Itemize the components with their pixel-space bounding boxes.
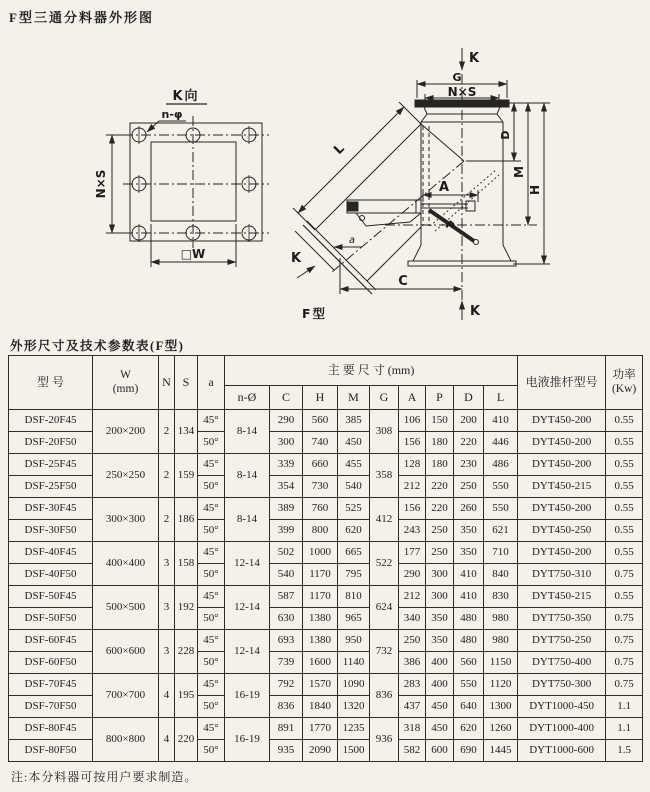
col-header-A: A [399,386,426,410]
cell-w: 300×300 [93,498,159,542]
cell-power: 0.55 [606,586,643,608]
cell-c: 399 [270,520,303,542]
cell-d: 640 [454,696,484,718]
diverter-side-view [291,48,550,321]
cell-p: 300 [426,564,454,586]
cell-actuator: DYT1000-450 [518,696,606,718]
cell-actuator: DYT450-200 [518,542,606,564]
cell-c: 339 [270,454,303,476]
cell-power: 1.1 [606,696,643,718]
cell-model: DSF-50F45 [9,586,93,608]
col-header-m: M [338,386,370,410]
cell-angle: 50° [198,696,225,718]
cell-model: DSF-60F50 [9,652,93,674]
cell-a-dim: 177 [399,542,426,564]
cell-n-phi: 12-14 [225,630,270,674]
cell-n: 2 [159,498,175,542]
cell-m: 1140 [338,652,370,674]
cell-p: 150 [426,410,454,432]
cell-n: 2 [159,410,175,454]
cell-model: DSF-80F50 [9,740,93,762]
cell-n: 3 [159,586,175,630]
dim-ns-label-right: N×S [447,85,477,99]
cell-m: 525 [338,498,370,520]
table-title: 外形尺寸及技术参数表(F型) [10,339,185,353]
col-header-d: D [454,386,484,410]
cell-actuator: DYT450-200 [518,432,606,454]
k-arrow-bottom-label: K [470,304,481,319]
cell-n-phi: 12-14 [225,586,270,630]
cell-m: 950 [338,630,370,652]
cell-c: 540 [270,564,303,586]
cell-h: 1600 [303,652,338,674]
cell-angle: 50° [198,432,225,454]
cell-a-dim: 582 [399,740,426,762]
cell-d: 200 [454,410,484,432]
cell-model: DSF-70F50 [9,696,93,718]
cell-model: DSF-50F50 [9,608,93,630]
cell-c: 891 [270,718,303,740]
cell-p: 220 [426,476,454,498]
col-header-actuator: 电液推杆型号 [518,356,606,410]
col-header-model: 型 号 [9,356,93,410]
cell-angle: 45° [198,454,225,476]
cell-w: 500×500 [93,586,159,630]
cell-m: 795 [338,564,370,586]
dim-l-label: L [331,141,348,158]
cell-power: 0.75 [606,674,643,696]
cell-model: DSF-80F45 [9,718,93,740]
cell-d: 410 [454,564,484,586]
cell-l: 710 [484,542,518,564]
cell-power: 0.75 [606,630,643,652]
view-direction-label: K向 [172,89,200,104]
cell-m: 665 [338,542,370,564]
cell-a-dim: 106 [399,410,426,432]
cell-h: 1380 [303,608,338,630]
cell-p: 350 [426,608,454,630]
k-arrow-side-label: K [291,251,302,266]
cell-c: 587 [270,586,303,608]
cell-angle: 45° [198,498,225,520]
cell-actuator: DYT750-310 [518,564,606,586]
cell-actuator: DYT450-250 [518,520,606,542]
col-header-g: G [370,386,399,410]
cell-l: 446 [484,432,518,454]
cell-power: 1.1 [606,718,643,740]
cell-n: 3 [159,542,175,586]
cell-l: 980 [484,630,518,652]
spec-table-body [9,410,643,762]
col-header-n: N [159,356,175,410]
cell-actuator: DYT1000-600 [518,740,606,762]
cell-d: 350 [454,520,484,542]
col-header-w-unit: (mm) [112,382,139,395]
cell-a-dim: 318 [399,718,426,740]
cell-g: 732 [370,630,399,674]
cell-h: 1770 [303,718,338,740]
cell-model: DSF-30F50 [9,520,93,542]
cell-w: 250×250 [93,454,159,498]
cell-actuator: DYT1000-400 [518,718,606,740]
cell-actuator: DYT450-200 [518,410,606,432]
cell-d: 480 [454,630,484,652]
cell-g: 412 [370,498,399,542]
dim-c-label: C [398,274,408,289]
cell-angle: 50° [198,476,225,498]
cell-d: 350 [454,542,484,564]
cell-a-dim: 156 [399,498,426,520]
cell-angle: 50° [198,520,225,542]
cell-m: 620 [338,520,370,542]
cell-c: 935 [270,740,303,762]
cell-power: 1.5 [606,740,643,762]
cell-p: 250 [426,542,454,564]
angle-a-label: a [348,235,356,246]
dim-ns-label-left: N×S [94,169,108,199]
cell-p: 450 [426,696,454,718]
cell-a-dim: 340 [399,608,426,630]
cell-m: 455 [338,454,370,476]
cell-a-dim: 386 [399,652,426,674]
cell-n-phi: 16-19 [225,674,270,718]
col-header-s: S [175,356,198,410]
type-label: F型 [302,306,328,321]
cell-power: 0.75 [606,608,643,630]
cell-angle: 45° [198,586,225,608]
page-title: F型三通分料器外形图 [9,10,154,25]
cell-actuator: DYT450-200 [518,498,606,520]
col-header-c: C [270,386,303,410]
cell-n-phi: 12-14 [225,542,270,586]
cell-d: 220 [454,432,484,454]
cell-s: 158 [175,542,198,586]
bolt-holes-label: n-φ [161,108,183,121]
cell-p: 250 [426,520,454,542]
k-arrow-top-label: K [469,51,480,66]
cell-power: 0.55 [606,432,643,454]
cell-c: 389 [270,498,303,520]
cell-p: 450 [426,718,454,740]
cell-w: 800×800 [93,718,159,762]
dim-a-label: A [438,180,450,195]
cell-h: 1000 [303,542,338,564]
cell-m: 385 [338,410,370,432]
cell-model: DSF-20F50 [9,432,93,454]
cell-m: 450 [338,432,370,454]
cell-m: 1090 [338,674,370,696]
cell-s: 192 [175,586,198,630]
cell-d: 620 [454,718,484,740]
cell-model: DSF-30F45 [9,498,93,520]
spec-row [9,542,643,564]
cell-c: 300 [270,432,303,454]
cell-m: 1320 [338,696,370,718]
cell-model: DSF-25F45 [9,454,93,476]
cell-m: 965 [338,608,370,630]
cell-angle: 50° [198,608,225,630]
dim-m-label: M [512,166,526,178]
dim-w-label: □W [180,247,206,261]
cell-l: 621 [484,520,518,542]
cell-h: 1570 [303,674,338,696]
dim-d-label: D [499,130,512,140]
cell-s: 159 [175,454,198,498]
cell-model: DSF-70F45 [9,674,93,696]
cell-c: 630 [270,608,303,630]
cell-a-dim: 212 [399,586,426,608]
cell-n-phi: 16-19 [225,718,270,762]
cell-angle: 50° [198,652,225,674]
manufacturing-note: 注:本分料器可按用户要求制造。 [11,770,198,784]
spec-row [9,454,643,476]
cell-h: 1380 [303,630,338,652]
cell-g: 624 [370,586,399,630]
cell-w: 200×200 [93,410,159,454]
cell-d: 250 [454,476,484,498]
flange-top-view [94,88,269,267]
cell-g: 836 [370,674,399,718]
cell-n: 4 [159,674,175,718]
cell-l: 1120 [484,674,518,696]
cell-l: 486 [484,454,518,476]
cell-model: DSF-40F50 [9,564,93,586]
col-header-a: a [198,356,225,410]
cell-angle: 45° [198,410,225,432]
col-header-nphi: n-Ø [225,386,270,410]
cell-c: 502 [270,542,303,564]
cell-c: 836 [270,696,303,718]
cell-angle: 45° [198,542,225,564]
cell-s: 186 [175,498,198,542]
cell-actuator: DYT750-250 [518,630,606,652]
cell-d: 550 [454,674,484,696]
cell-h: 760 [303,498,338,520]
cell-angle: 50° [198,564,225,586]
cell-a-dim: 290 [399,564,426,586]
cell-l: 1260 [484,718,518,740]
cell-g: 358 [370,454,399,498]
cell-p: 600 [426,740,454,762]
cell-h: 1170 [303,564,338,586]
spec-row [9,586,643,608]
cell-m: 1500 [338,740,370,762]
cell-a-dim: 156 [399,432,426,454]
cell-power: 0.55 [606,542,643,564]
col-header-l: L [484,386,518,410]
cell-p: 300 [426,586,454,608]
spec-table [8,355,643,762]
cell-s: 195 [175,674,198,718]
cell-c: 290 [270,410,303,432]
cell-angle: 45° [198,718,225,740]
cell-d: 690 [454,740,484,762]
cell-actuator: DYT450-215 [518,586,606,608]
cell-power: 0.55 [606,454,643,476]
cell-g: 936 [370,718,399,762]
cell-h: 1840 [303,696,338,718]
cell-w: 400×400 [93,542,159,586]
cell-l: 1150 [484,652,518,674]
cell-d: 480 [454,608,484,630]
cell-n: 4 [159,718,175,762]
cell-a-dim: 212 [399,476,426,498]
cell-l: 550 [484,476,518,498]
cell-s: 228 [175,630,198,674]
cell-d: 230 [454,454,484,476]
cell-h: 560 [303,410,338,432]
cell-g: 308 [370,410,399,454]
cell-m: 1235 [338,718,370,740]
cell-l: 1445 [484,740,518,762]
cell-c: 792 [270,674,303,696]
cell-model: DSF-60F45 [9,630,93,652]
cell-a-dim: 283 [399,674,426,696]
cell-actuator: DYT750-400 [518,652,606,674]
col-header-power-unit: (Kw) [611,382,637,395]
cell-s: 134 [175,410,198,454]
cell-a-dim: 250 [399,630,426,652]
col-header-w [93,356,159,410]
cell-n: 2 [159,454,175,498]
cell-power: 0.55 [606,520,643,542]
cell-actuator: DYT750-300 [518,674,606,696]
cell-p: 180 [426,454,454,476]
dim-h-label: H [528,184,542,196]
spec-row [9,498,643,520]
cell-actuator: DYT450-200 [518,454,606,476]
col-header-w-symbol: W [120,369,131,382]
col-header-h: H [303,386,338,410]
cell-l: 550 [484,498,518,520]
col-header-power [606,356,643,410]
cell-model: DSF-25F50 [9,476,93,498]
cell-a-dim: 128 [399,454,426,476]
cell-h: 1170 [303,586,338,608]
dim-p-label: P [442,218,458,234]
cell-n: 3 [159,630,175,674]
cell-h: 660 [303,454,338,476]
cell-w: 700×700 [93,674,159,718]
cell-l: 410 [484,410,518,432]
cell-h: 2090 [303,740,338,762]
cell-power: 0.55 [606,476,643,498]
cell-m: 810 [338,586,370,608]
cell-p: 180 [426,432,454,454]
cell-power: 0.55 [606,410,643,432]
cell-actuator: DYT450-215 [518,476,606,498]
cell-h: 740 [303,432,338,454]
cell-d: 560 [454,652,484,674]
cell-s: 220 [175,718,198,762]
cell-n-phi: 8-14 [225,410,270,454]
cell-h: 800 [303,520,338,542]
cell-g: 522 [370,542,399,586]
cell-actuator: DYT750-350 [518,608,606,630]
cell-a-dim: 437 [399,696,426,718]
cell-l: 980 [484,608,518,630]
cell-power: 0.75 [606,564,643,586]
dim-g-label: G [452,71,462,84]
spec-row [9,630,643,652]
cell-d: 410 [454,586,484,608]
cell-n-phi: 8-14 [225,498,270,542]
col-header-main-dims: 主 要 尺 寸 (mm) [225,356,518,386]
spec-row [9,410,643,432]
cell-power: 0.75 [606,652,643,674]
cell-angle: 45° [198,630,225,652]
cell-p: 400 [426,674,454,696]
col-header-p: P [426,386,454,410]
cell-w: 600×600 [93,630,159,674]
cell-c: 739 [270,652,303,674]
spec-row [9,718,643,740]
cell-model: DSF-40F45 [9,542,93,564]
cell-model: DSF-20F45 [9,410,93,432]
cell-c: 354 [270,476,303,498]
cell-l: 830 [484,586,518,608]
cell-h: 730 [303,476,338,498]
cell-p: 350 [426,630,454,652]
spec-row [9,674,643,696]
cell-angle: 50° [198,740,225,762]
cell-n-phi: 8-14 [225,454,270,498]
cell-d: 260 [454,498,484,520]
cell-p: 400 [426,652,454,674]
cell-power: 0.55 [606,498,643,520]
cell-l: 840 [484,564,518,586]
cell-c: 693 [270,630,303,652]
outline-drawing [0,14,650,334]
cell-l: 1300 [484,696,518,718]
cell-p: 220 [426,498,454,520]
cell-a-dim: 243 [399,520,426,542]
col-header-power-symbol: 功率 [612,369,636,382]
cell-angle: 45° [198,674,225,696]
cell-m: 540 [338,476,370,498]
